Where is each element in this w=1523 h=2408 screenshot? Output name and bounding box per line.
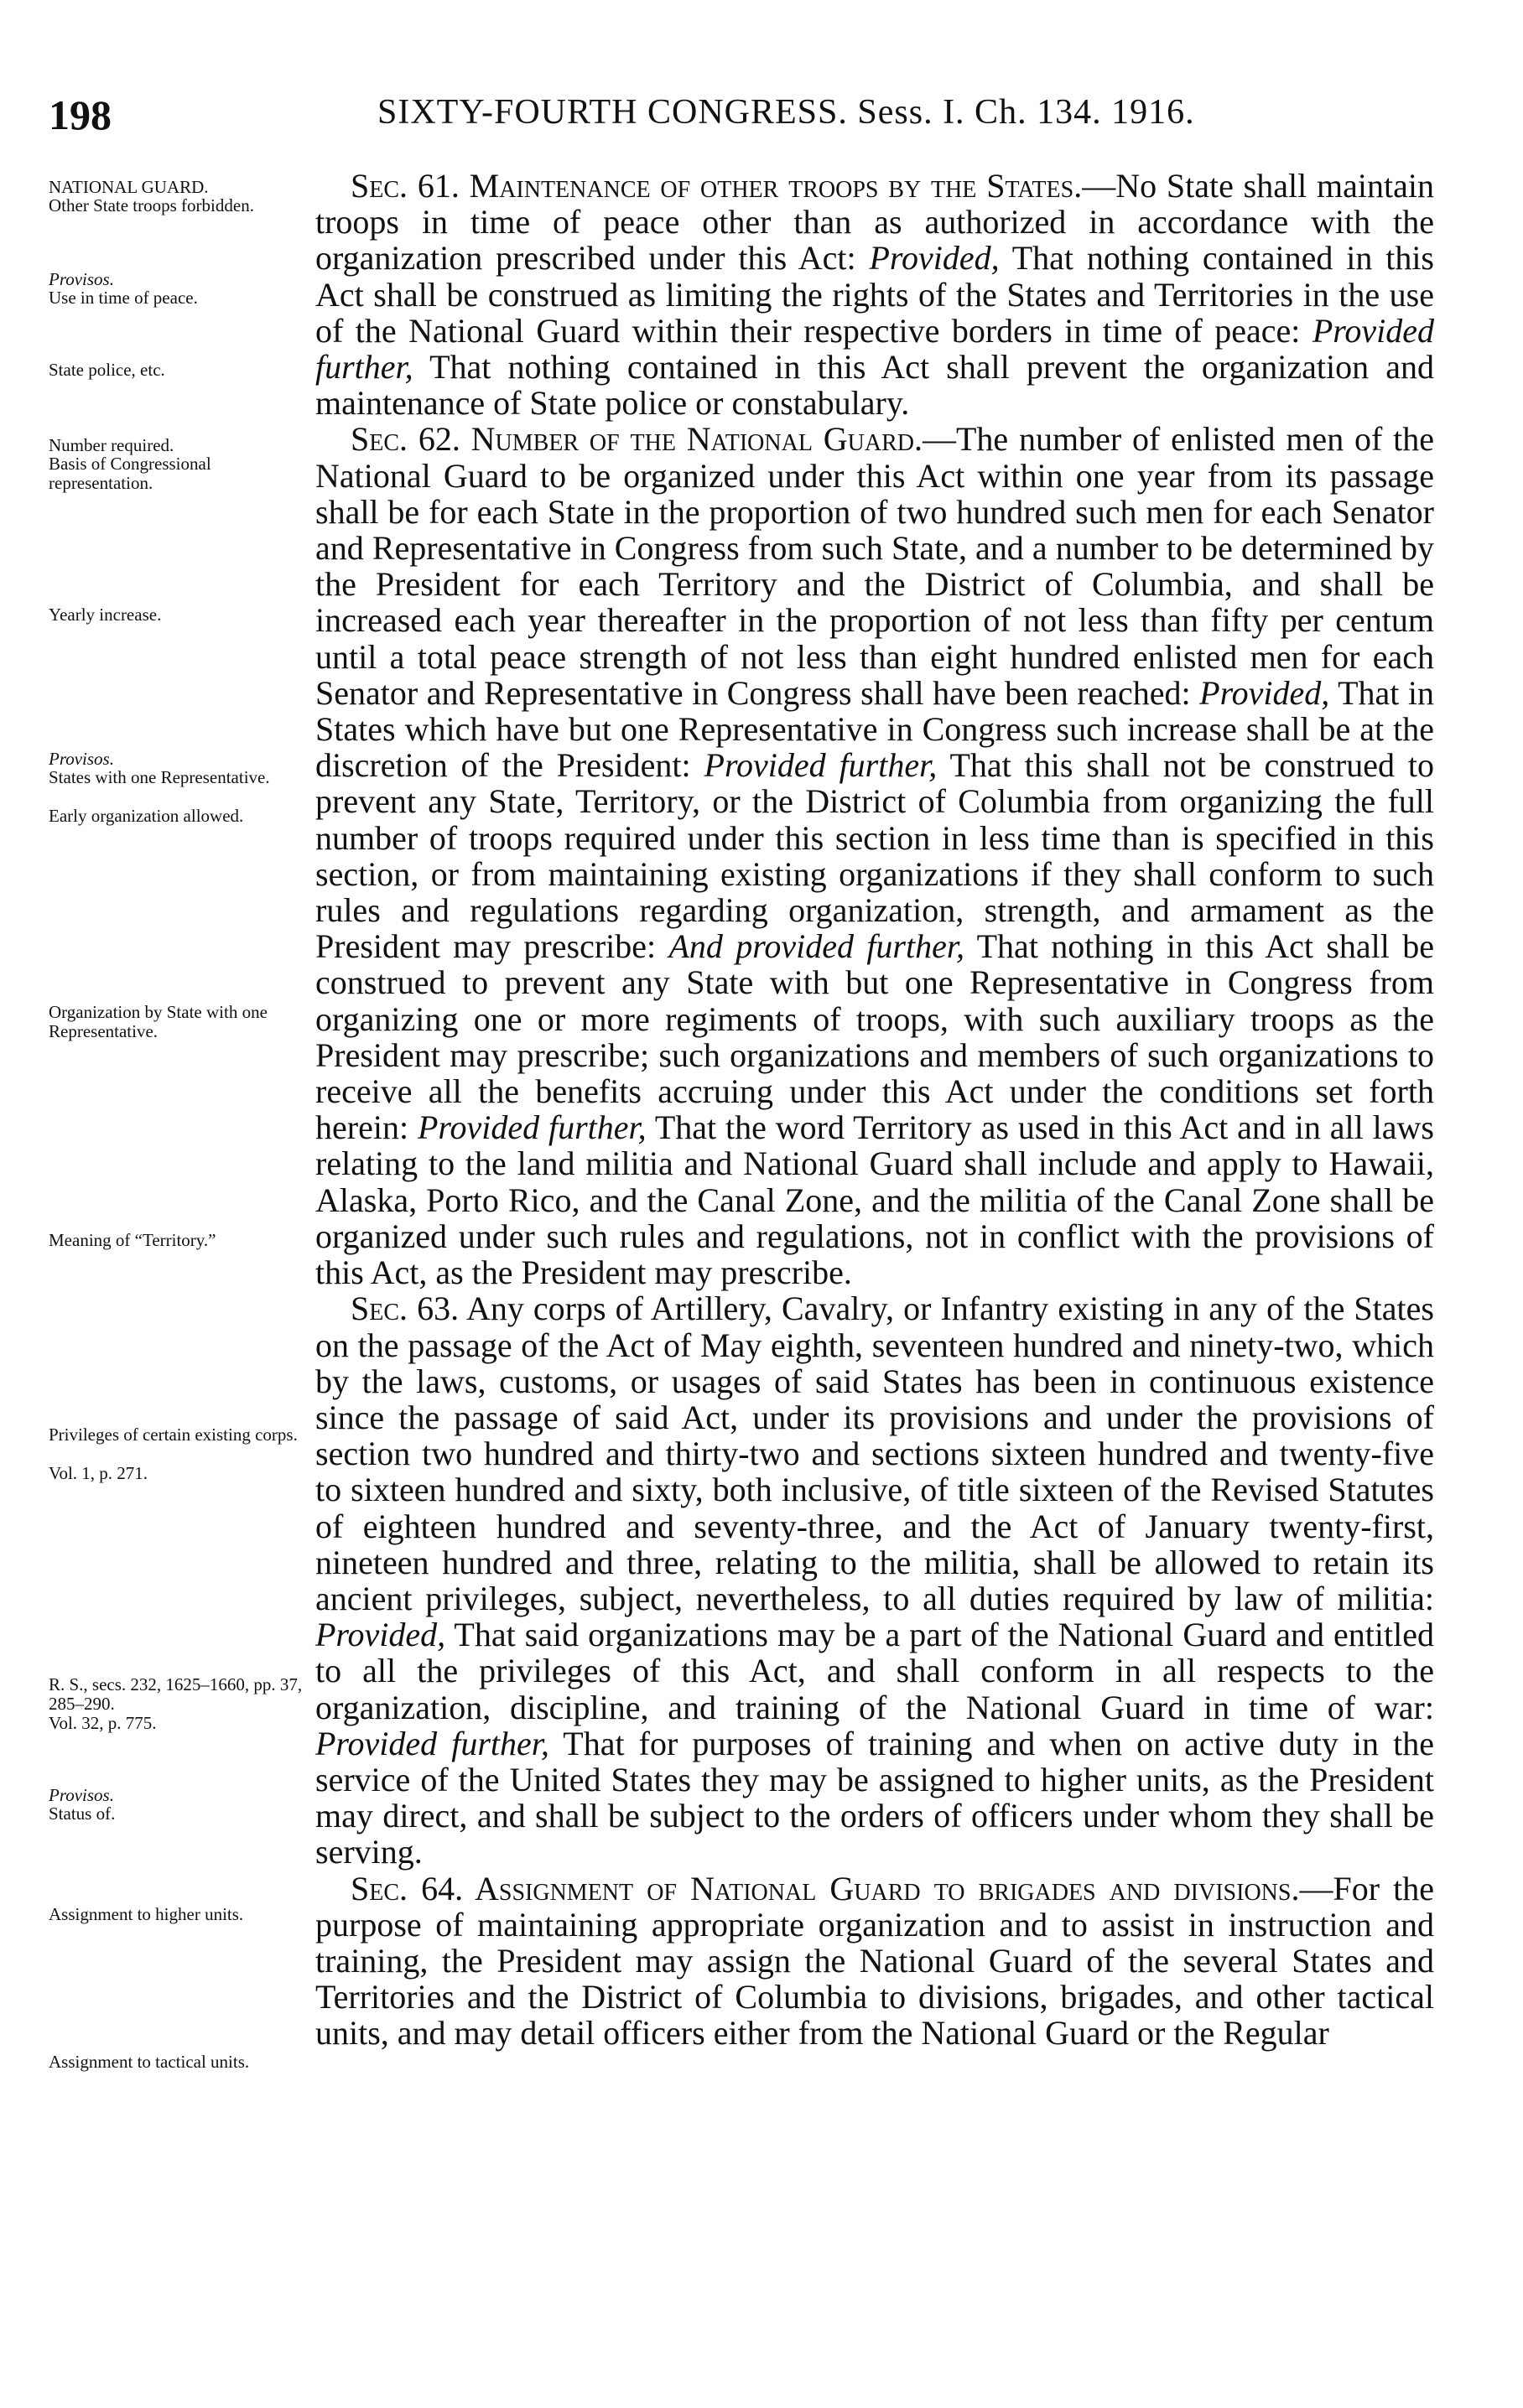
section-62-heading: Sec. 62. Number of the National Guard. — [351, 420, 923, 459]
section-63-proviso-1: Provided, — [315, 1616, 446, 1654]
margin-note-meaning-territory: Meaning of “Territory.” — [49, 1230, 216, 1250]
margin-note-org-by-state: Organization by State with one Representative. — [49, 1002, 268, 1041]
margin-note-rs-secs: R. S., secs. 232, 1625–1660, pp. 37, 285–290. — [49, 1674, 303, 1714]
section-63 — [315, 1290, 1434, 1870]
section-62-proviso-4: Provided further, — [417, 1108, 647, 1147]
margin-note-vol-32: Vol. 32, p. 775. — [49, 1713, 157, 1733]
margin-note-status-of: Status of. — [49, 1803, 116, 1824]
section-64 — [315, 1871, 1434, 2052]
section-64-heading: Sec. 64. Assignment of National Guard to brigades and divisions. — [351, 1869, 1300, 1907]
section-63-proviso-2: Provided further, — [315, 1724, 549, 1762]
margin-note-vol-1: Vol. 1, p. 271. — [49, 1463, 148, 1483]
section-61-proviso-2: Provided further, — [315, 311, 1434, 387]
running-head: SIXTY-FOURTH CONGRESS. Sess. I. Ch. 134. 1916. — [377, 93, 1195, 132]
margin-note-use-in-peace: Use in time of peace. — [49, 288, 198, 308]
page-number: 198 — [49, 91, 112, 138]
section-63-text-1: Any corps of Artillery, Cavalry, or Infantry existing in any of the States on the passage of the Act of May eighth, seventeen hundred and ninety-two, which by the laws, customs, or usages of said States has been in continuous existence since the passage of said Act, under its provisions and under the provisions of section two hundred and thirty-two and sections sixteen hundred and twenty-five to sixteen hundred and sixty, both inclusive, of title sixteen of the Revised Statutes of eighteen hundred and seventy-three, and the Act of January twenty-first, nineteen hundred and three, relating to the militia, shall be allowed to retain its ancient privileges, subject, nevertheless, to all duties required by law of militia: — [315, 1290, 1434, 1617]
section-62-text-1: —The number of enlisted men of the National Guard to be organized under this Act within one year from its passage shall be for each State in the proportion of two hundred such men for each Senator and Representative in Congress from such State, and a number to be determined by the President for each Territory and the District of Columbia, and shall be increased each year thereafter in the proportion of not less than fifty per centum until a total peace strength of not less than eight hundred enlisted men for each Senator and Representative in Congress shall have been reached: — [315, 420, 1434, 712]
margin-note-state-police: State police, etc. — [49, 360, 165, 380]
section-62-proviso-3: And provided further, — [668, 927, 964, 966]
section-61-text-1: —No State shall maintain troops in time of peace other than as authorized in accordance with the organization prescribed under this Act: — [315, 167, 1434, 278]
page-header — [49, 91, 1474, 141]
margin-note-early-org: Early organization allowed. — [49, 806, 244, 826]
section-63-text-3: That for purposes of training and when on active duty in the service of the United States they may be assigned to higher units, as the President may direct, and shall be subject to the orders of officers under whom they shall be serving. — [315, 1724, 1434, 1871]
margin-note-other-troops: Other State troops forbidden. — [49, 195, 254, 215]
margin-note-basis: Basis of Congressional representation. — [49, 454, 211, 493]
margin-note-assignment-tactical: Assignment to tactical units. — [49, 2052, 250, 2072]
margin-note-provisos-2: Provisos. — [49, 749, 114, 769]
section-62-proviso-1: Provided, — [1199, 673, 1330, 712]
margin-note-number-required: Number required. — [49, 435, 174, 455]
section-61 — [315, 168, 1434, 421]
section-62-text-3: That this shall not be construed to prevent any State, Territory, or the District of Columbia from organizing the full number of troops required under this section in less time than is specified in this section, or from maintaining existing organizations if they shall conform to such rules and regulations regarding organization, strength, and armament as the President may prescribe: — [315, 746, 1435, 966]
margin-note-provisos-3: Provisos. — [49, 1785, 114, 1805]
section-62-proviso-2: Provided further, — [704, 746, 938, 785]
margin-note-assignment-higher: Assignment to higher units. — [49, 1904, 244, 1924]
section-61-text-2: That nothing contained in this Act shall be construed as limiting the rights of the States and Territories in the use of the National Guard within their respective borders in time of peace: — [315, 239, 1434, 350]
section-61-heading: Sec. 61. Maintenance of other troops by the States. — [351, 167, 1083, 205]
section-62-text-2: That in States which have but one Representative in Congress such increase shall be at the discretion of the President: — [315, 673, 1434, 785]
margin-note-national-guard: NATIONAL GUARD. — [49, 177, 209, 197]
section-63-text-2: That said organizations may be a part of the National Guard and entitled to all the privileges of this Act, and shall conform in all respects to the organization, discipline, and training of the National Guard in time of war: — [315, 1616, 1434, 1726]
margin-note-yearly-increase: Yearly increase. — [49, 605, 162, 625]
margin-note-privileges: Privileges of certain existing corps. — [49, 1425, 298, 1445]
section-62-text-5: That the word Territory as used in this Act and in all laws relating to the land militia and National Guard shall include and apply to Hawaii, Alaska, Porto Rico, and the Canal Zone, and the militia of the Canal Zone shall be organized under such rules and regulations, not in conflict with the provisions of this Act, as the President may prescribe. — [315, 1108, 1434, 1292]
section-61-proviso-1: Provided, — [869, 239, 1000, 278]
section-64-text-1: —For the purpose of maintaining appropriate organization and to assist in instruction and training, the President may assign the National Guard of the several States and Territories and the District of Columbia to divisions, brigades, and other tactical units, and may detail officers either from the National Guard or the Regular — [315, 1869, 1434, 2053]
margin-note-provisos-1: Provisos. — [49, 269, 114, 289]
section-61-text-3: That nothing contained in this Act shall prevent the organization and maintenance of State police or constabulary. — [315, 348, 1434, 423]
section-62 — [315, 421, 1434, 1290]
margin-note-one-rep: States with one Representative. — [49, 767, 270, 787]
section-62-text-4: That nothing in this Act shall be construed to prevent any State with but one Representative in Congress from organizing one or more regiments of troops, with such auxiliary troops as the President may prescribe; such organizations and members of such organizations to receive all the benefits accruing under this Act under the conditions set forth herein: — [315, 927, 1434, 1147]
statute-text — [315, 168, 1434, 2052]
section-63-heading: Sec. 63. — [351, 1290, 460, 1328]
